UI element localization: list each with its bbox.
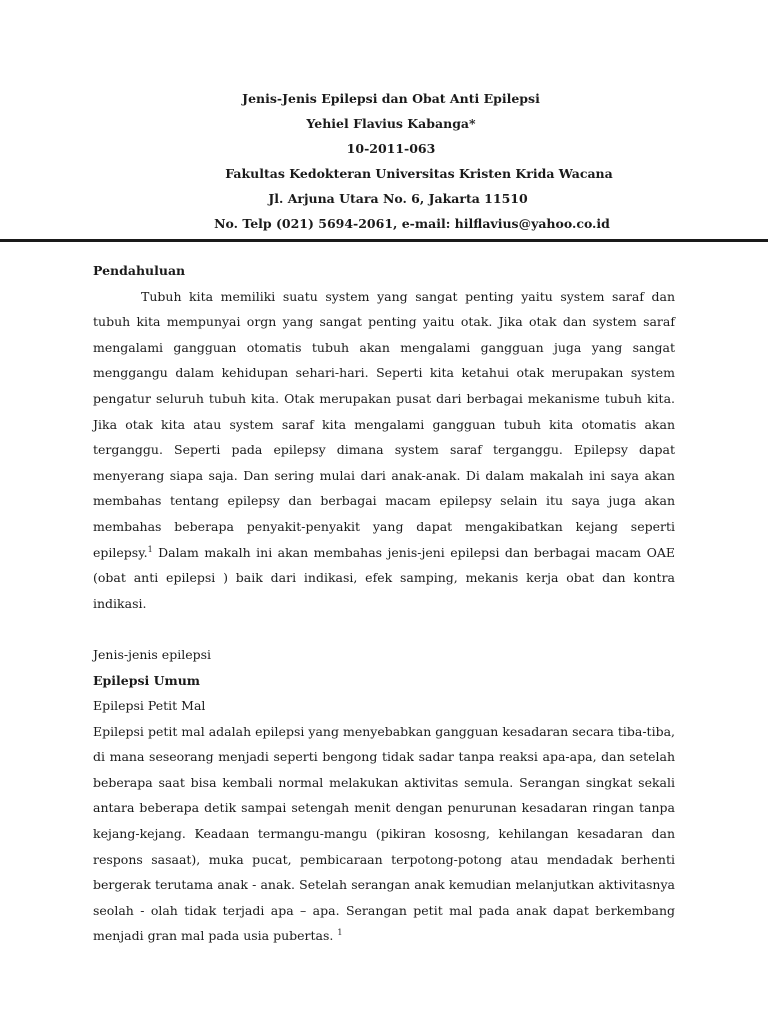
spacer — [93, 616, 675, 642]
footnote-ref: 1 — [147, 544, 153, 554]
document-body — [93, 258, 675, 949]
footnote-ref: 1 — [337, 928, 343, 938]
petit-mal-text: Epilepsi petit mal adalah epilepsi yang menyebabkan gangguan kesadaran secara tiba-tiba, di mana seseorang menjadi seperti bengong tidak sadar tanpa reaksi apa-apa, dan setelah beberapa saat bisa kembali normal melakukan aktivitas semula. Serangan singkat sekali antara beberapa detik sampai setengah menit dengan penurunan kesadaran ringan tanpa kejang-kejang. Keadaan termangu-mangu (pikiran kososng, kehilangan kesadaran dan respons sasaat), muka pucat, pembicaraan terpotong-potong atau mendadak berhenti bergerak terutama anak - anak. Setelah serangan anak kemudian melanjutkan aktivitasnya seolah - olah tidak terjadi apa – apa. Serangan petit mal pada anak dapat berkembang menjadi gran mal pada usia pubertas. — [93, 723, 675, 944]
intro-text-part2: Dalam makalh ini akan membahas jenis-jeni epilepsi dan berbagai macam OAE (obat anti epilepsi ) baik dari indikasi, efek samping, mekanis kerja obat dan kontra indikasi. — [93, 544, 675, 611]
student-id: 10-2011-063 — [346, 141, 436, 156]
section-heading-intro: Pendahuluan — [93, 263, 186, 278]
petit-mal-paragraph — [93, 719, 675, 949]
intro-paragraph — [93, 284, 675, 617]
address: Jl. Arjuna Utara No. 6, Jakarta 11510 — [268, 191, 528, 206]
section-heading-types: Jenis-jenis epilepsi — [93, 646, 212, 662]
document-header — [0, 86, 768, 236]
author-name: Yehiel Flavius Kabanga* — [306, 116, 476, 131]
faculty-name: Fakultas Kedokteran Universitas Kristen Krida Wacana — [225, 166, 613, 181]
subheading-epilepsi-umum: Epilepsi Umum — [93, 672, 201, 688]
subsubheading-petit-mal: Epilepsi Petit Mal — [93, 698, 206, 714]
header-divider — [0, 239, 768, 242]
contact-info: No. Telp (021) 5694-2061, e-mail: hilflavius@yahoo.co.id — [214, 216, 610, 231]
intro-text-part1: Tubuh kita memiliki suatu system yang sangat penting yaitu system saraf dan tubuh kita mempunyai orgn yang sangat penting yaitu otak. Jika otak dan system saraf mengalami gangguan otomatis tubuh akan mengalami gangguan juga yang sangat menggangu dalam kehidupan sehari-hari. Seperti kita ketahui otak merupakan system pengatur seluruh tubuh kita. Otak merupakan pusat dari berbagai mekanisme tubuh kita. Jika otak kita atau system saraf kita mengalami gangguan tubuh kita otomatis akan terganggu. Seperti pada epilepsy dimana system saraf terganggu. Epilepsy dapat menyerang siapa saja. Dan sering mulai dari anak-anak. Di dalam makalah ini saya akan membahas tentang epilepsy dan berbagai macam epilepsy selain itu saya juga akan membahas beberapa penyakit-penyakit yang dapat mengakibatkan kejang seperti epilepsy. — [93, 288, 675, 560]
document-title: Jenis-Jenis Epilepsi dan Obat Anti Epilepsi — [242, 91, 540, 106]
